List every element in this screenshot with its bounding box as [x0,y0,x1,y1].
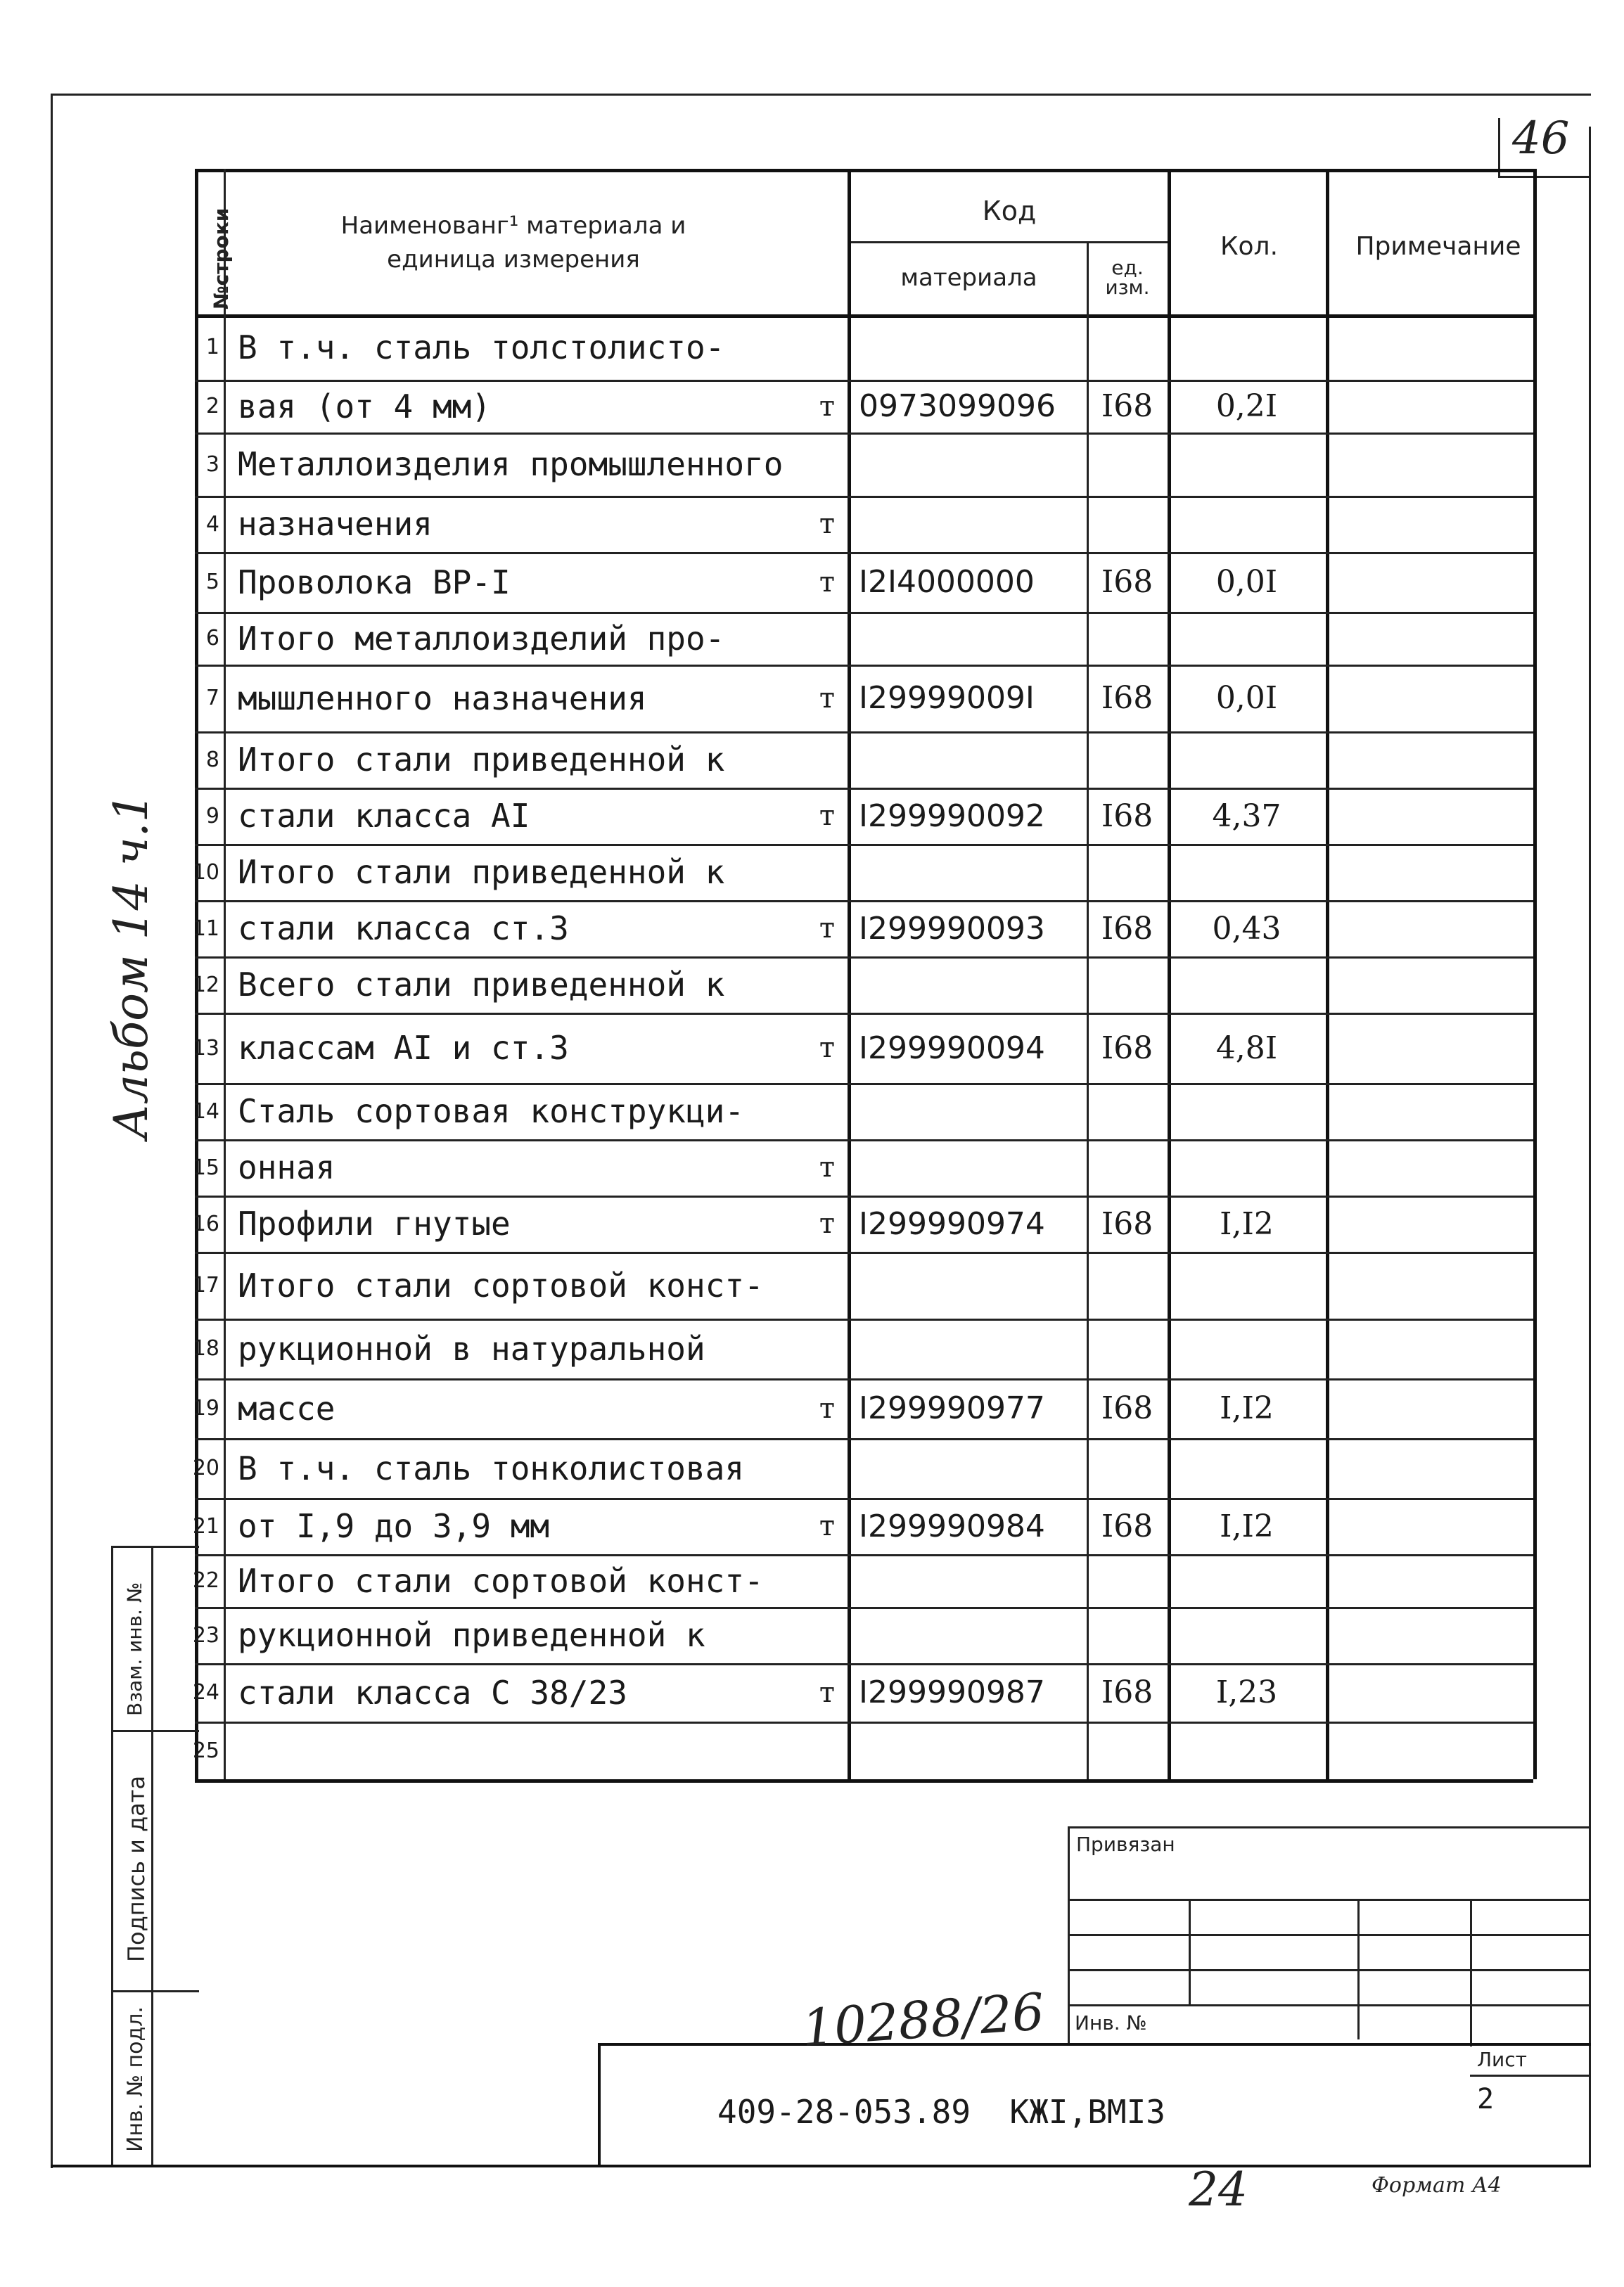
code-header-split [848,241,1168,243]
frame-bottom [51,2165,1591,2167]
material-code [848,1319,1087,1378]
material-name: стали класса ст.3 [238,909,569,947]
unit-code [1087,844,1168,900]
unit-code: I68 [1101,680,1153,716]
material-name: Сталь сортовая конструкци- [238,1092,745,1130]
quantity: 0,2I [1215,388,1278,424]
row-number: 18 [192,1336,219,1361]
material-name: рукционной в натуральной [238,1329,705,1368]
unit-code: I68 [1101,1390,1153,1426]
quantity [1168,956,1326,1013]
side-stamp-inv-orig: Инв. № подл. [123,2006,148,2152]
row-number: 4 [205,511,219,537]
quantity: 0,0I [1215,564,1278,600]
title-block-col-2 [1357,1899,1360,2039]
row-number: 9 [205,803,219,828]
quantity [1168,314,1326,380]
material-code: I299990984 [859,1508,1045,1544]
quantity [1168,1607,1326,1663]
row-number: 2 [205,394,219,418]
material-name: Всего стали приведенной к [238,966,725,1004]
unit-symbol: т [819,681,835,715]
unit-symbol [798,1438,848,1498]
unit-symbol: т [819,912,835,944]
unit-code: I68 [1101,564,1153,600]
row-number: 17 [192,1273,219,1298]
material-code [848,1554,1087,1607]
material-code: I299990977 [859,1390,1045,1426]
material-name: Итого стали приведенной к [238,741,725,779]
unit-symbol [798,1252,848,1319]
sheet-label-line [1470,2075,1591,2077]
side-stamp-line-2 [111,1990,199,1992]
col-border-qty [1326,169,1329,1779]
material-name: классам AI и ст.3 [238,1029,569,1067]
unit-symbol [798,314,848,380]
material-name: мышленного назначения [238,679,647,717]
material-name: онная [238,1148,335,1186]
quantity [1168,731,1326,788]
material-code [848,1722,1087,1779]
unit-symbol [798,956,848,1013]
title-block-line-1 [1068,1899,1591,1901]
unit-symbol: т [819,1207,835,1240]
material-code: I299990093 [859,910,1045,947]
quantity [1168,1252,1326,1319]
unit-code: I68 [1101,1205,1153,1242]
row-number: 25 [192,1738,219,1763]
title-block-line-2 [1068,1934,1591,1936]
row-number: 3 [205,451,219,477]
side-stamp-mid [151,1547,153,2166]
quantity [1168,1319,1326,1378]
material-code: 0973099096 [859,388,1056,424]
side-stamp-left [111,1547,113,2166]
material-code [848,1252,1087,1319]
row-number: 12 [192,972,219,997]
quantity: I,I2 [1220,1508,1274,1544]
material-code [848,731,1087,788]
handwritten-archive-number: 10288/26 [800,1982,1047,2058]
unit-code [1087,1252,1168,1319]
material-name: В т.ч. сталь тонколистовая [238,1449,745,1487]
material-code: I29999009I [859,680,1035,716]
quantity [1168,1722,1326,1779]
material-name: Проволока ВР-I [238,563,511,601]
title-block-inv-no: Инв. № [1075,2011,1147,2035]
frame-left [51,94,53,2168]
designation: 409-28-053.89 КЖI,ВМI3 [717,2093,1165,2131]
header-material-name: Наименованг¹ материала и единица измерения [340,212,686,274]
material-code [848,956,1087,1013]
unit-code: I68 [1101,1030,1153,1066]
unit-code [1087,1554,1168,1607]
frame-top [51,94,1591,96]
row-number: 8 [205,747,219,772]
material-name: Итого стали приведенной к [238,853,725,891]
quantity [1168,1139,1326,1196]
designation-box-left [598,2043,601,2166]
header-code: Код [982,196,1037,226]
material-code [848,612,1087,665]
row-number: 16 [192,1211,219,1236]
row-number: 1 [205,335,219,359]
unit-symbol [798,1554,848,1607]
material-code: I2I4000000 [859,564,1035,600]
row-number: 14 [192,1098,219,1124]
material-name: Итого металлоизделий про- [238,619,725,658]
quantity: I,I2 [1220,1390,1274,1426]
header-code-unit: ед. изм. [1105,256,1150,299]
material-name: рукционной приведенной к [238,1616,705,1654]
title-block-col-1 [1189,1899,1191,2004]
unit-symbol: т [819,1676,835,1709]
unit-code [1087,1319,1168,1378]
unit-code [1087,1139,1168,1196]
row-number: 5 [205,570,219,594]
quantity [1168,433,1326,496]
material-code [848,496,1087,552]
quantity: 4,37 [1212,797,1281,834]
table-bottom-border [195,1779,1533,1783]
material-name [224,1722,805,1779]
header-quantity: Кол. [1220,231,1279,261]
side-stamp-line-1 [111,1730,199,1732]
album-label: Альбом 14 ч.1 [104,793,158,1139]
unit-code [1087,1722,1168,1779]
row-number: 23 [192,1622,219,1648]
material-code [848,1438,1087,1498]
format-label: Формат А4 [1372,2173,1502,2198]
side-stamp-replace-inv: Взам. инв. № [123,1582,146,1716]
material-code [848,844,1087,900]
unit-code: I68 [1101,1508,1153,1544]
row-number: 13 [192,1035,219,1061]
row-number: 11 [192,916,219,941]
material-code [848,1607,1087,1663]
row-number: 22 [192,1568,219,1593]
designation-box-top [598,2043,1591,2046]
material-name: Профили гнутые [238,1205,511,1243]
unit-code [1087,1607,1168,1663]
material-name: Итого стали сортовой конст- [238,1266,764,1305]
header-note: Примечание [1355,231,1521,261]
material-name: от I,9 до 3,9 мм [238,1507,550,1545]
title-block-col-3 [1470,1899,1472,2046]
material-code: I299990974 [859,1205,1045,1242]
handwritten-bottom-number: 24 [1189,2163,1248,2217]
quantity: 0,0I [1215,680,1278,716]
page-number-box-bottom [1498,176,1591,178]
unit-symbol [798,612,848,665]
unit-symbol [798,844,848,900]
unit-symbol [798,1607,848,1663]
title-block-line-3 [1068,1969,1591,1971]
unit-code: I68 [1101,797,1153,834]
quantity: 4,8I [1215,1030,1278,1066]
sheet-value: 2 [1477,2083,1495,2115]
quantity [1168,844,1326,900]
quantity: I,23 [1215,1674,1278,1710]
unit-symbol [798,433,848,496]
quantity [1168,1438,1326,1498]
unit-symbol: т [819,565,835,598]
unit-code [1087,1083,1168,1139]
unit-symbol: т [819,390,835,423]
unit-symbol [798,1319,848,1378]
material-code: I299990092 [859,797,1045,834]
unit-code [1087,1438,1168,1498]
quantity [1168,1083,1326,1139]
unit-code [1087,433,1168,496]
col-border-right [1533,169,1537,1779]
quantity: I,I2 [1220,1205,1274,1242]
quantity [1168,1554,1326,1607]
material-code [848,433,1087,496]
row-number: 20 [192,1456,219,1480]
side-stamp-top [111,1546,199,1548]
row-number: 10 [192,859,219,885]
material-name: вая (от 4 мм) [238,387,492,425]
unit-code [1087,612,1168,665]
row-number: 6 [205,626,219,651]
title-block-line-4 [1068,2004,1591,2006]
sheet-label: Лист [1477,2048,1527,2071]
material-name: В т.ч. сталь толстолисто- [238,328,725,366]
header-row-number: №строки [210,207,233,309]
material-code [848,1139,1087,1196]
material-code: I299990094 [859,1030,1045,1066]
unit-code [1087,496,1168,552]
side-stamp-sign-date: Подпись и дата [123,1775,150,1962]
material-name: стали класса AI [238,797,530,835]
material-code [848,314,1087,380]
row-number: 21 [192,1513,219,1539]
unit-code: I68 [1101,388,1153,424]
row-number: 19 [192,1396,219,1421]
row-number: 24 [192,1680,219,1705]
unit-symbol [798,1722,848,1779]
quantity: 0,43 [1212,910,1281,947]
unit-symbol: т [819,800,835,832]
material-name: стали класса С 38/23 [238,1673,627,1712]
material-code [848,1083,1087,1139]
row-number: 7 [205,686,219,710]
unit-symbol [798,731,848,788]
material-name: Металлоизделия промышленного [238,445,784,483]
frame-right [1589,127,1591,2166]
unit-code: I68 [1101,910,1153,947]
page-number-handwritten: 46 [1512,113,1570,165]
unit-code [1087,956,1168,1013]
title-block-linked: Привязан [1076,1833,1175,1856]
unit-code: I68 [1101,1674,1153,1710]
unit-symbol: т [819,1032,835,1064]
unit-symbol [798,1083,848,1139]
material-name: Итого стали сортовой конст- [238,1561,764,1600]
material-code: I299990987 [859,1674,1045,1710]
unit-symbol: т [819,1510,835,1542]
material-name: массе [238,1389,335,1428]
unit-code [1087,314,1168,380]
unit-symbol: т [819,1151,835,1184]
unit-symbol: т [819,1392,835,1425]
header-code-material: материала [900,264,1037,292]
unit-symbol: т [819,508,835,540]
material-name: назначения [238,505,433,543]
row-number: 15 [192,1155,219,1180]
quantity [1168,612,1326,665]
quantity [1168,496,1326,552]
title-block-top [1068,1826,1591,1828]
table-top-border [195,169,1533,172]
unit-code [1087,731,1168,788]
